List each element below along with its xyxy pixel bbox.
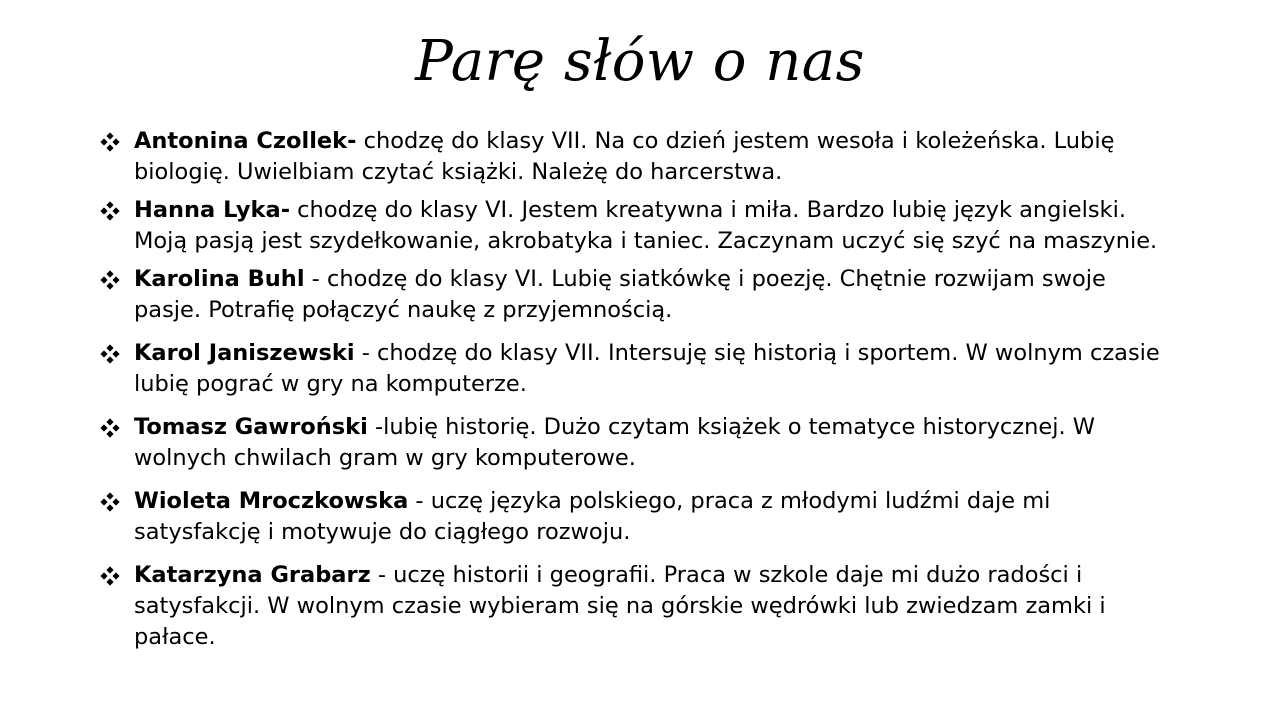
person-name: Karol Janiszewski xyxy=(134,340,355,366)
person-name: Antonina Czollek- xyxy=(134,128,357,154)
person-name: Karolina Buhl xyxy=(134,266,305,292)
four-diamond-bullet-icon xyxy=(100,132,120,152)
slide-title: Parę słów o nas xyxy=(415,29,865,94)
person-description: - chodzę do klasy VII. Intersuję się historią i sportem. W wolnym czasie lubię pograć w gry na komputerze. xyxy=(134,340,1160,397)
people-list xyxy=(98,126,1180,653)
list-item-hanna xyxy=(98,195,1180,257)
four-diamond-bullet-icon xyxy=(100,566,120,586)
four-diamond-bullet-icon xyxy=(100,270,120,290)
person-name: Hanna Lyka- xyxy=(134,197,291,223)
person-description: -lubię historię. Dużo czytam książek o tematyce historycznej. W wolnych chwilach gram w gry komputerowe. xyxy=(134,414,1096,471)
person-description: - chodzę do klasy VI. Lubię siatkówkę i poezję. Chętnie rozwijam swoje pasje. Potrafię połączyć naukę z przyjemnością. xyxy=(134,266,1106,323)
list-item-karol xyxy=(98,338,1180,400)
person-description: - uczę historii i geografii. Praca w szkole daje mi dużo radości i satysfakcji. W wolnym czasie wybieram się na górskie wędrówki lub zwiedzam zamki i pałace. xyxy=(134,562,1106,650)
list-item-katarzyna xyxy=(98,560,1180,653)
list-item-wioleta xyxy=(98,486,1180,548)
list-item-karolina xyxy=(98,264,1180,326)
person-name: Wioleta Mroczkowska xyxy=(134,488,409,514)
person-name: Tomasz Gawroński xyxy=(134,414,368,440)
list-item-antonina xyxy=(98,126,1180,188)
person-description: - uczę języka polskiego, praca z młodymi ludźmi daje mi satysfakcję i motywuje do ciągłego rozwoju. xyxy=(134,488,1051,545)
list-item-tomasz xyxy=(98,412,1180,474)
person-name: Katarzyna Grabarz xyxy=(134,562,371,588)
four-diamond-bullet-icon xyxy=(100,492,120,512)
person-description: chodzę do klasy VII. Na co dzień jestem wesoła i koleżeńska. Lubię biologię. Uwielbiam czytać książki. Należę do harcerstwa. xyxy=(134,128,1115,185)
four-diamond-bullet-icon xyxy=(100,344,120,364)
person-description: chodzę do klasy VI. Jestem kreatywna i miła. Bardzo lubię język angielski. Moją pasją jest szydełkowanie, akrobatyka i taniec. Zaczynam uczyć się szyć na maszynie. xyxy=(134,197,1158,254)
four-diamond-bullet-icon xyxy=(100,201,120,221)
four-diamond-bullet-icon xyxy=(100,418,120,438)
